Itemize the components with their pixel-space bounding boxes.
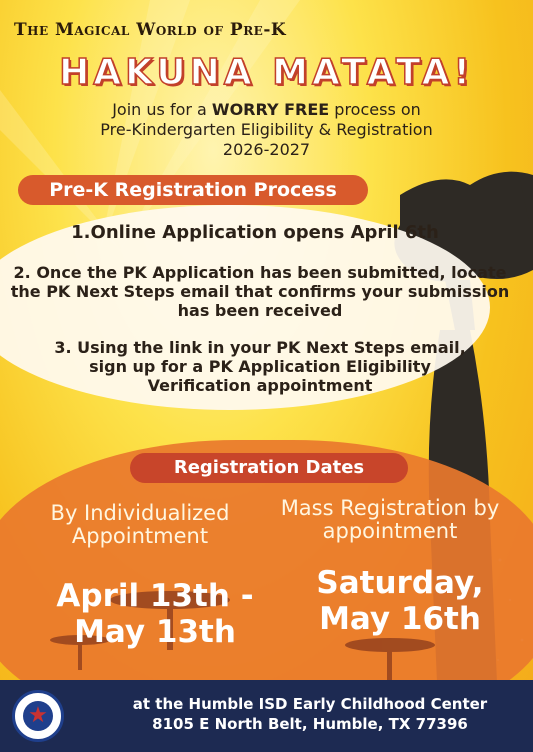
step-3: 3. Using the link in your PK Next Steps email, sign up for a PK Application Eligibility Verification appointment — [54, 338, 466, 395]
individual-label: By Individualized Appointment — [50, 501, 230, 548]
star-icon: ★ — [23, 701, 53, 731]
kicker-text: The Magical World of Pre-K — [14, 20, 287, 40]
hero-title: HAKUNA MATATA! — [59, 52, 474, 93]
district-logo — [12, 690, 64, 742]
footer-address — [95, 694, 525, 734]
individual-dates: April 13th - May 13th — [56, 578, 254, 650]
intro-line2: Pre-Kindergarten Eligibility & Registration — [100, 120, 433, 139]
intro-line3: 2026-2027 — [222, 140, 311, 159]
dates-heading: Registration Dates — [130, 453, 408, 483]
mass-label: Mass Registration by appointment — [280, 496, 500, 543]
footer-line2: 8105 E North Belt, Humble, TX 77396 — [152, 715, 468, 733]
intro-emphasis: WORRY FREE — [211, 100, 330, 119]
mass-date: Saturday, May 16th — [316, 565, 484, 637]
step-2: 2. Once the PK Application has been submitted, locate the PK Next Steps email that confirms your submission has been received — [10, 263, 510, 320]
intro-prefix: Join us for a — [112, 100, 212, 119]
intro-suffix: process on — [329, 100, 421, 119]
process-heading: Pre-K Registration Process — [18, 175, 368, 205]
footer-line1: at the Humble ISD Early Childhood Center — [132, 695, 488, 713]
step-1: 1.Online Application opens April 6th — [71, 222, 439, 243]
